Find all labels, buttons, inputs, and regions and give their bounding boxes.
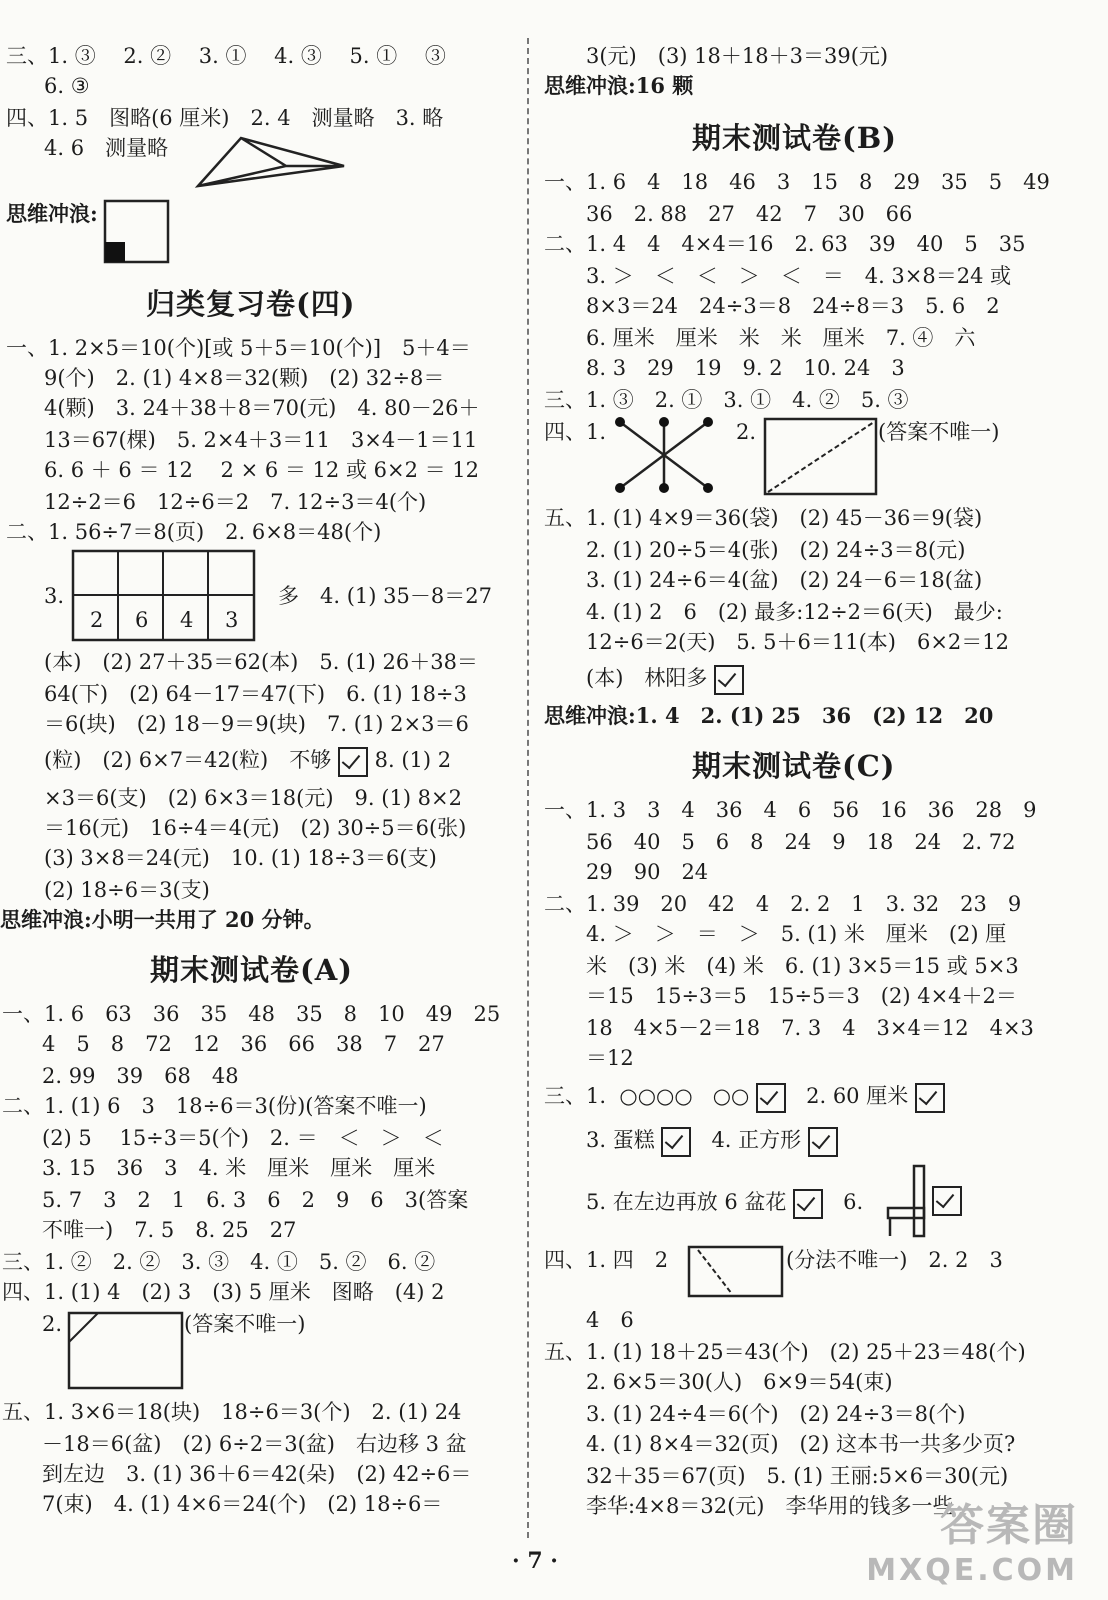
text-line: 12÷6＝2(天) 5. 5＋6＝11(本) 6×2＝12 <box>586 630 1010 654</box>
text-line: 二、1. (1) 6 3 18÷6＝3(份)(答案不唯一) <box>2 1094 427 1118</box>
section-title: 期末测试卷(B) <box>692 121 897 155</box>
text-line: 4. (1) 2 6 (2) 最多:12÷2＝6(天) 最少: <box>586 600 1003 624</box>
watermark-top: 答案圈 <box>940 1500 1078 1551</box>
text-line: 32＋35＝67(页) 5. (1) 王丽:5×6＝30(元) <box>586 1464 1009 1488</box>
chair-icon <box>884 1164 928 1240</box>
text-line: ＝12 <box>586 1046 634 1070</box>
rectangle-figure <box>688 1246 784 1298</box>
text-line: 13＝67(棵) 5. 2×4＋3＝11 3×4－1＝11 <box>44 428 478 452</box>
text-line: (本) (2) 27＋35＝62(本) 5. (1) 26＋38＝ <box>44 650 478 674</box>
check-box-icon <box>338 747 368 777</box>
text-line: 4 6 <box>586 1308 634 1332</box>
text-line: 三、1. ② 2. ② 3. ③ 4. ① 5. ② 6. ② <box>2 1250 436 1274</box>
text-line: 29 90 24 <box>586 860 709 884</box>
text-line: 56 40 5 6 8 24 9 18 24 2. 72 <box>586 830 1016 854</box>
rectangle-figure <box>764 418 878 496</box>
s3-3: 3. 蛋糕 <box>586 1128 655 1152</box>
text-line: 二、1. 4 4 4×4＝16 2. 63 39 40 5 35 <box>544 232 1026 256</box>
text-line <box>586 1188 863 1219</box>
text-line: 4 5 8 72 12 36 66 38 7 27 <box>42 1032 445 1056</box>
text-line: 一、1. 6 63 36 35 48 35 8 10 49 25 <box>2 1002 501 1026</box>
text-line: 3. (1) 24÷6＝4(盆) (2) 24－6＝18(盆) <box>586 568 983 592</box>
text-line: 18 4×5－2＝18 7. 3 4 3×4＝12 4×3 <box>586 1016 1034 1040</box>
text-line: 6. 厘米 厘米 米 米 厘米 7. ④ 六 <box>586 326 976 350</box>
text-line: 五、1. 3×6＝18(块) 18÷6＝3(个) 2. (1) 24 <box>2 1400 462 1424</box>
s3-6: 6. <box>843 1190 864 1214</box>
text-line: 4. (1) 8×4＝32(页) (2) 这本书一共多少页? <box>586 1432 1016 1456</box>
text-line: ＝16(元) 16÷4＝4(元) (2) 30÷5＝6(张) <box>44 816 467 840</box>
star-lines-figure <box>610 416 720 494</box>
text-line: 五、1. (1) 4×9＝36(袋) (2) 45－36＝9(袋) <box>544 506 983 530</box>
text-line: 李华:4×8＝32(元) 李华用的钱多一些 <box>586 1494 954 1518</box>
lyd-text: (本) 林阳多 <box>586 666 708 690</box>
text-line <box>544 1082 945 1113</box>
check-box-icon <box>756 1083 786 1113</box>
text-line: 3. ＞ ＜ ＜ ＞ ＜ ＝ 4. 3×8＝24 或 <box>586 264 1012 288</box>
check-box-icon <box>915 1083 945 1113</box>
text-line: 二、1. 39 20 42 4 2. 2 1 3. 32 23 9 <box>544 892 1022 916</box>
text-line: 2. <box>42 1312 63 1336</box>
grid-cell: 2 <box>90 608 104 632</box>
text-line: 8. 3 29 19 9. 2 10. 24 3 <box>586 356 905 380</box>
section-title: 期末测试卷(A) <box>150 953 353 987</box>
grain-text: (粒) (2) 6×7＝42(粒) 不够 <box>44 748 332 772</box>
check-box-icon <box>808 1127 838 1157</box>
check-box-icon <box>932 1186 962 1216</box>
text-line: 3. 15 36 3 4. 米 厘米 厘米 厘米 <box>42 1156 436 1180</box>
section-title: 归类复习卷(四) <box>146 287 356 321</box>
text-line: 二、1. 56÷7＝8(页) 2. 6×8＝48(个) <box>6 520 382 544</box>
s3-label: 三、1. <box>544 1084 607 1108</box>
text-line: 2. 99 39 68 48 <box>42 1064 239 1088</box>
circles-group-a: ○○○○ <box>619 1084 693 1108</box>
text-line: 12÷2＝6 12÷6＝2 7. 12÷3＝4(个) <box>44 490 427 514</box>
text-line: 四、1. 5 图略(6 厘米) 2. 4 测量略 3. 略 <box>6 106 444 130</box>
triangle-figure <box>196 132 348 190</box>
text-line: (分法不唯一) 2. 2 3 <box>786 1248 1003 1272</box>
grid-cell: 6 <box>135 608 149 632</box>
text-line: 3. (1) 24÷4＝6(个) (2) 24÷3＝8(个) <box>586 1402 966 1426</box>
text-line: 6. 6 ＋ 6 ＝ 12 2 × 6 ＝ 12 或 6×2 ＝ 12 <box>44 458 480 482</box>
circles-group-b: ○○ <box>712 1084 750 1108</box>
text-line: (2) 18÷6＝3(支) <box>44 878 210 902</box>
right-column <box>544 0 1108 1560</box>
square-figure <box>104 200 170 264</box>
text-line: (2) 5 15÷3＝5(个) 2. ＝ ＜ ＞ ＜ <box>42 1126 444 1150</box>
text-line: 五、1. (1) 18＋25＝43(个) (2) 25＋23＝48(个) <box>544 1340 1026 1364</box>
swcl-line: 思维冲浪:1. 4 2. (1) 25 36 (2) 12 20 <box>544 703 994 728</box>
left-column <box>0 0 520 1560</box>
text-line: 36 2. 88 27 42 7 30 66 <box>586 202 913 226</box>
check-box-icon <box>661 1127 691 1157</box>
watermark <box>866 1489 1078 1588</box>
text-line: ＝6(块) (2) 18－9＝9(块) 7. (1) 2×3＝6 <box>44 712 469 736</box>
swcl-line: 思维冲浪:小明一共用了 20 分钟。 <box>0 907 325 932</box>
text-line: 3(元) (3) 18＋18＋3＝39(元) <box>586 44 889 68</box>
text-line: 多 4. (1) 35－8＝27 <box>278 584 492 608</box>
text-line: 4(颗) 3. 24＋38＋8＝70(元) 4. 80－26＋ <box>44 396 480 420</box>
text-line: 4. ＞ ＞ ＝ ＞ 5. (1) 米 厘米 (2) 厘 <box>586 922 1007 946</box>
s3-4: 4. 正方形 <box>711 1128 802 1152</box>
text-line: 三、1. ③ 2. ② 3. ① 4. ③ 5. ① ③ <box>6 44 446 68</box>
text-line: 到左边 3. (1) 36＋6＝42(朵) (2) 42÷6＝ <box>42 1462 472 1486</box>
text-line: (答案不唯一) <box>878 420 1000 444</box>
s3-2: 2. 60 厘米 <box>806 1084 909 1108</box>
text-line: 4. 6 测量略 <box>44 136 169 160</box>
text-line: 2. (1) 20÷5＝4(张) (2) 24÷3＝8(元) <box>586 538 966 562</box>
text-line: 2. 6×5＝30(人) 6×9＝54(束) <box>586 1370 893 1394</box>
text-line: 四、1. 四 2 <box>544 1248 669 1272</box>
watermark-bottom: MXQE.COM <box>866 1553 1078 1588</box>
text-line: 不唯一) 7. 5 8. 25 27 <box>42 1218 297 1242</box>
check-box-icon <box>793 1189 823 1219</box>
grid-cell: 3 <box>225 608 239 632</box>
text-line: (答案不唯一) <box>184 1312 306 1336</box>
text-line: 3. <box>44 584 65 608</box>
text-line: 9(个) 2. (1) 4×8＝32(颗) (2) 32÷8＝ <box>44 366 445 390</box>
text-line <box>586 664 744 695</box>
swcl-line: 思维冲浪:16 颗 <box>544 73 694 98</box>
page-number: · 7 · <box>512 1548 558 1574</box>
text-line: ＝15 15÷3＝5 15÷5＝3 (2) 4×4＋2＝ <box>586 984 1017 1008</box>
column-divider <box>527 38 529 1538</box>
text-line: 5. 7 3 2 1 6. 3 6 2 9 6 3(答案 <box>42 1188 469 1212</box>
swcl-label: 思维冲浪: <box>6 201 98 226</box>
text-line: 一、1. 3 3 4 36 4 6 56 16 36 28 9 <box>544 798 1037 822</box>
s3-5: 5. 在左边再放 6 盆花 <box>586 1190 787 1214</box>
text-line: 2. <box>736 420 757 444</box>
text-line: 7(束) 4. (1) 4×6＝24(个) (2) 18÷6＝ <box>42 1492 443 1516</box>
text-line: (3) 3×8＝24(元) 10. (1) 18÷3＝6(支) <box>44 846 437 870</box>
text-line: 64(下) (2) 64－17＝47(下) 6. (1) 18÷3 <box>44 682 467 706</box>
text-line: 米 (3) 米 (4) 米 6. (1) 3×5＝15 或 5×3 <box>586 954 1019 978</box>
check-box-icon <box>714 665 744 695</box>
text-line <box>586 1126 838 1157</box>
section-title: 期末测试卷(C) <box>692 749 896 783</box>
text-line: 三、1. ③ 2. ① 3. ① 4. ② 5. ③ <box>544 388 909 412</box>
text-line <box>44 746 451 777</box>
text-line: 一、1. 6 4 18 46 3 15 8 29 35 5 49 <box>544 170 1050 194</box>
text-line: 6. ③ <box>44 74 90 98</box>
text-line: －18＝6(盆) (2) 6÷2＝3(盆) 右边移 3 盆 <box>42 1432 467 1456</box>
rectangle-figure <box>68 1312 184 1390</box>
text-line: ×3＝6(支) (2) 6×3＝18(元) 9. (1) 8×2 <box>44 786 462 810</box>
text-line: 一、1. 2×5＝10(个)[或 5＋5＝10(个)] 5＋4＝ <box>6 336 471 360</box>
q8-text: 8. (1) 2 <box>374 748 452 772</box>
text-line: 8×3＝24 24÷3＝8 24÷8＝3 5. 6 2 <box>586 294 1000 318</box>
text-line: 四、1. <box>544 420 607 444</box>
grid-cell: 4 <box>180 608 194 632</box>
text-line: 四、1. (1) 4 (2) 3 (3) 5 厘米 图略 (4) 2 <box>2 1280 445 1304</box>
